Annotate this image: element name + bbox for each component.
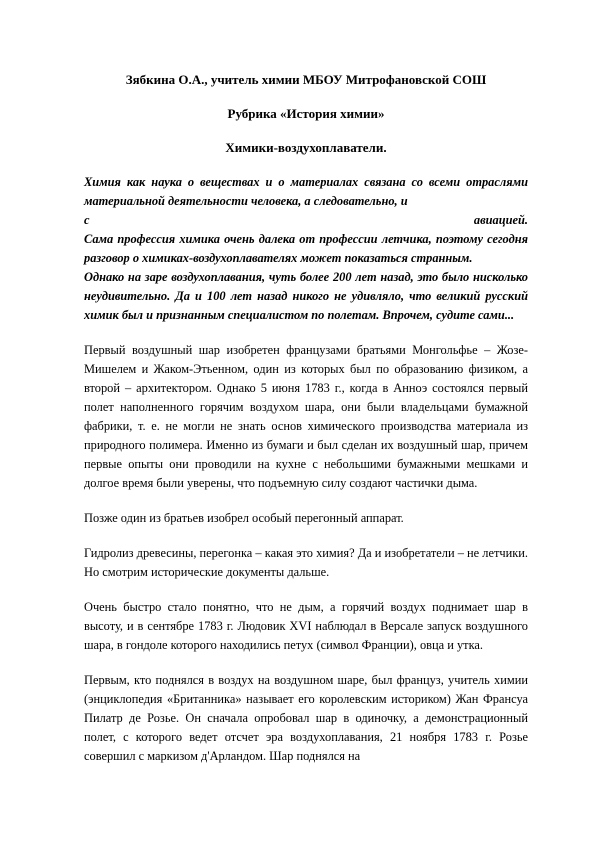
author-line: Зябкина О.А., учитель химии МБОУ Митрофановской СОШ [125, 72, 487, 87]
body-paragraph-5: Первым, кто поднялся в воздух на воздушном шаре, был француз, учитель химии (энциклопедия «Британника» называет его королевским историком) Жан Франсуа Пилатр де Розье. Он сначала опробовал шар в одиночку, а демонстрационный полет, с которого ведет отсчет эра воздухоплавания, 21 ноября 1783 г. Розье совершил с маркизом д'Арландом. Шар поднялся на [84, 673, 528, 763]
body-paragraph-1: Первый воздушный шар изобретен французами братьями Монгольфье – Жозе-Мишелем и Жаком-Этьенном, один из которых был по образованию физиком, а второй – архитектором. Однако 5 июня 1783 г., когда в Анноэ состоялся первый полет наполненного горячим воздухом шара, они были владельцами бумажной фабрики, т. е. не могли не знать основ химического производства материала из природного полимера. Именно из бумаги и был сделан их воздушный шар, причем первые опыты они проводили на кухне с небольшими бумажными мешками и долгое время были уверены, что подъемную силу создают частички дыма. [84, 343, 528, 490]
article-title: Химики-воздухоплаватели. [225, 140, 387, 155]
intro-tail-left: с [84, 213, 90, 227]
intro-paragraph-2: Сама профессия химика очень далека от профессии летчика, поэтому сегодня разговор о химиках-воздухоплавателях может показаться странным. [84, 232, 528, 265]
intro-paragraph-1-tail [84, 211, 528, 230]
rubric-line: Рубрика «История химии» [227, 106, 385, 121]
body-block [84, 341, 528, 766]
intro-tail-right: авиацией. [473, 213, 528, 227]
document-page [84, 64, 528, 782]
intro-paragraph-1: Химия как наука о веществах и о материалах связана со всеми отраслями материальной деятельности человека, а следовательно, и [84, 175, 528, 208]
intro-paragraph-3: Однако на заре воздухоплавания, чуть более 200 лет назад, это было нисколько неудивительно. Да и 100 лет назад никого не удивляло, что великий русский химик был и признанным специалистом по полетам. Впрочем, судите сами... [84, 270, 528, 322]
intro-block [84, 173, 528, 325]
body-paragraph-4: Очень быстро стало понятно, что не дым, а горячий воздух поднимает шар в высоту, и в сентябре 1783 г. Людовик XVI наблюдал в Версале запуск воздушного шара, в гондоле которого находились петух (символ Франции), овца и утка. [84, 600, 528, 652]
body-paragraph-3: Гидролиз древесины, перегонка – какая это химия? Да и изобретатели – не летчики. Но смотрим исторические документы дальше. [84, 546, 528, 579]
body-paragraph-2: Позже один из братьев изобрел особый перегонный аппарат. [84, 511, 404, 525]
